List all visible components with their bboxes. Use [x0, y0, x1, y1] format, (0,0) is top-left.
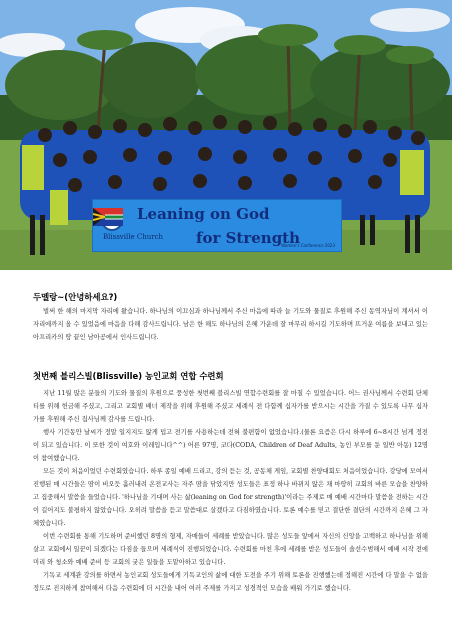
greeting-body [33, 305, 428, 344]
paragraph: 지난 11월 많은 분들의 기도와 물질의 후원으로 풍성한 첫번째 블리스빌 연합수련회를 잘 마칠 수 있었습니다. 어느 권사님께서 수련회 단체티를 위해 헌금해 주셨고, 그리고 교회별 배너 제작을 위해 후원해 주셨고 세례식 전 다함께 십자가를 받으시는 시간을 가질 수 있도록 나무 십자가를 후원해 주신 집사님께 감사를 드립니다. [33, 390, 428, 423]
section-retreat [33, 370, 428, 382]
south-africa-flag-icon [93, 208, 123, 226]
section-heading: 첫번째 블리스빌(Blissville) 농인교회 연합 수련회 [33, 371, 224, 381]
paragraph: 모든 것이 처음이었던 수련회였습니다. 하루 종일 예배 드리고, 강의 듣는 것, 공동체 게임, 교회별 찬양대회도 처음이었습니다. 강당에 모여서 진행된 매 시간들은 땀이 비오듯 흘러내려 온전교사는 자주 땀을 닦았지만 성도들은 표정 하나 바뀌지 않은 채 마땅히 교회의 바른 모습을 찬양하고 집중해서 말씀을 들었습니다. '하나님을 기대며 사는 삶(leaning on God for strength)'이라는 주제로 매 예배 시간마다 말씀을 전하는 시간이 길어지도 불평하지 않았습니다. 오히려 말씀을 듣고 말씀대로 살겠다고 다짐하였습니다. 토론 예수를 믿고 결단한 결단의 시간까지 은혜 그 자체였습니다. [33, 468, 428, 527]
paragraph: 기독교 세계관 강의를 하면서 농인교회 성도들에게 기독교인의 삶에 대한 도전을 주기 위해 토론을 진행했는데 정해진 시간에 다 말을 수 없을 정도로 진지하게 참여해서 다음 수련회에 더 시간을 내어 여러 주제를 가지고 성경적인 모습을 배워 가기로 했습니다. [33, 572, 428, 592]
banner-church-name: Blissville Church [103, 233, 163, 241]
paragraph: 행사 기간동안 날씨가 정말 일지지도 않게 덥고 전기를 사용하는데 전혀 불편함이 없었습니다.(물론 요즘은 다시 하루에 6~8시간 넘게 정전이 되고 있습니다. 이 또한 것이 여호와 이레입니다^^) 어른 97명, 코다(CODA, Children of Deaf Adults, 농인 부모를 둔 일반 아동) 12명이 참여했습니다. [33, 429, 428, 462]
section-greeting [33, 291, 428, 303]
paragraph: 이번 수련회를 통해 기도하며 준비했던 8명의 형제, 자매들이 세례를 받았습니다. 많은 성도들 앞에서 자신의 신앙을 고백하고 하나님을 위해 살고 교회에서 일꾼이 되겠다는 다짐을 들으며 세례식이 진행되었습니다. 수련회를 마친 후에 세례를 받은 성도들이 솔선수범해서 예배 시작 전에 미리 와 청소와 예배 준비 등 교회의 궂은 일들을 도맡아하고 있습니다. [33, 533, 428, 566]
group-photo [0, 0, 452, 270]
banner-title-line1: Leaning on God [137, 205, 270, 223]
retreat-body [33, 387, 428, 595]
banner-title-line2: for Strength [196, 229, 301, 247]
banner-small-text: Women's Conference 2023 [281, 243, 335, 248]
paragraph: 벌써 한 해의 마지막 자리에 왔습니다. 하나님의 이끄심과 하나님께서 주신 마음에 따라 늘 기도와 물질로 후원해 주신 동역자님이 계셔서 이 자리에까지 올 수 있었음에 마음을 다해 감사드립니다. 남은 한 해도 하나님의 은혜 가운데 잘 마무리 하시길 기도하며 뜨거운 여름을 보내고 있는 아프리카의 땅 끝인 남아공에서 인사드립니다. [33, 308, 428, 341]
section-heading: 두멜랑~(안녕하세요?) [33, 292, 118, 302]
conference-banner [92, 199, 342, 252]
